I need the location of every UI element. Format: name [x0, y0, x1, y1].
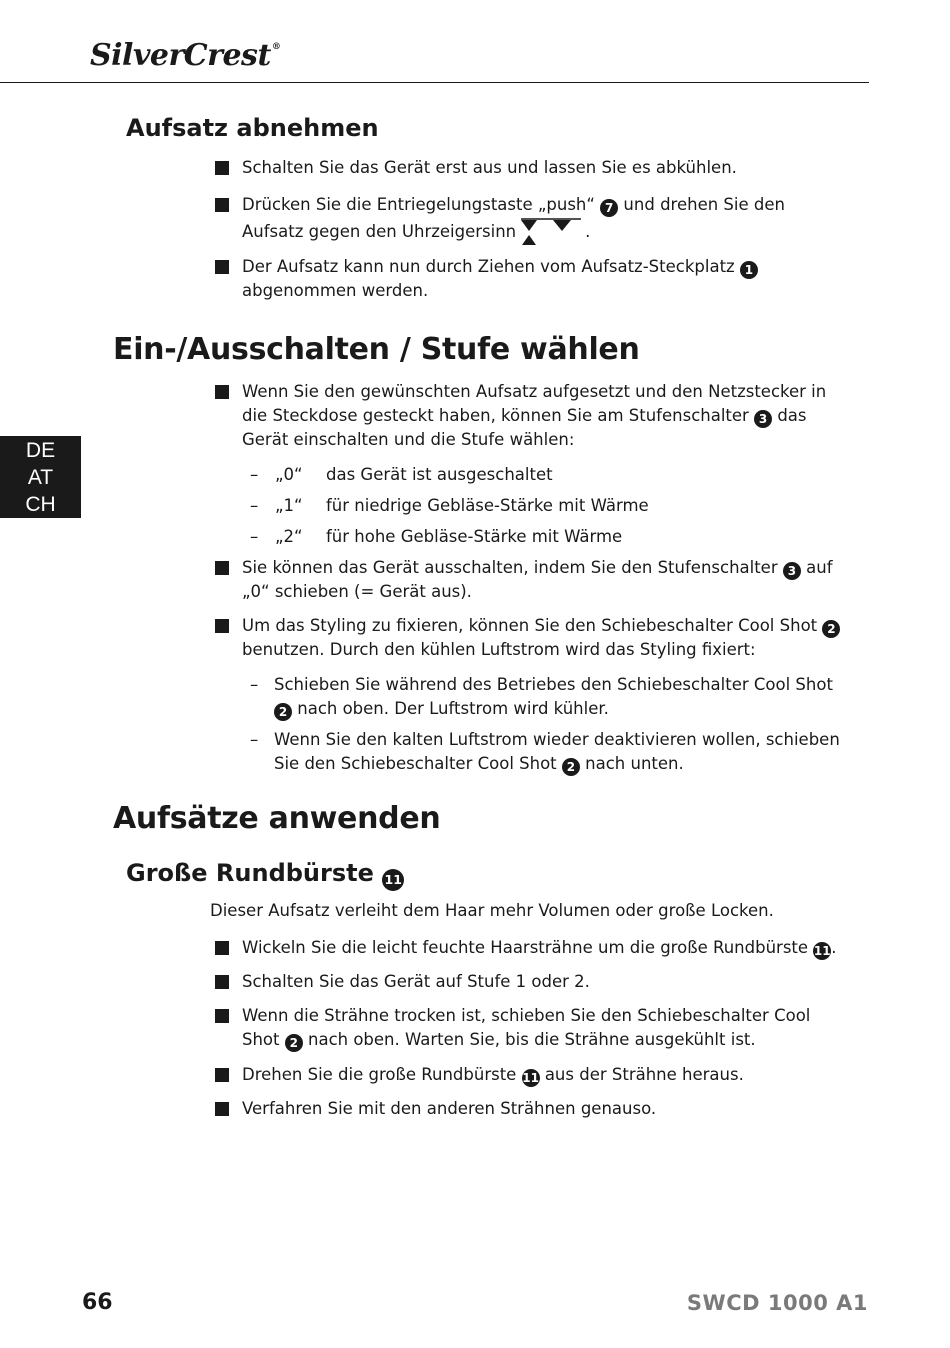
list-item	[242, 255, 842, 303]
option-code: „0“	[275, 465, 303, 484]
ref-badge-11: 11	[813, 944, 831, 958]
brand-name: SilverCrest	[90, 38, 271, 73]
bullet-square-icon	[215, 385, 229, 399]
list-item	[242, 1004, 842, 1052]
sub-text: Wenn Sie den kalten Luftstrom wieder deaktivieren wollen, schieben Sie den Schiebeschalter Cool Shot	[274, 730, 840, 773]
list-item	[242, 556, 842, 604]
lang-at: AT	[27, 465, 54, 489]
item-text: Wickeln Sie die leicht feuchte Haarsträhne um die große Rundbürste	[242, 938, 814, 957]
option-dash: –	[250, 465, 259, 484]
bullet-square-icon	[215, 1009, 229, 1023]
item-text-cont: nach oben. Warten Sie, bis die Strähne ausgekühlt ist.	[302, 1030, 756, 1049]
list-item	[242, 1097, 842, 1121]
list-item	[242, 380, 842, 452]
registered-mark: ®	[271, 42, 281, 52]
brand-logo	[90, 38, 280, 73]
option-text: für niedrige Gebläse-Stärke mit Wärme	[326, 496, 649, 515]
item-text-cont: das Gerät einschalten und die Stufe wählen:	[242, 406, 807, 449]
bullet-square-icon	[215, 619, 229, 633]
header-rule	[0, 82, 869, 83]
option-code: „1“	[275, 496, 303, 515]
item-text: Drehen Sie die große Rundbürste	[242, 1065, 522, 1084]
bullet-square-icon	[215, 1102, 229, 1116]
item-text: Der Aufsatz kann nun durch Ziehen vom Aufsatz-Steckplatz	[242, 257, 740, 276]
heading-grosse-rundbuerste	[126, 859, 404, 891]
option-dash: –	[250, 496, 259, 515]
item-text-cont: auf „0“ schieben (= Gerät aus).	[242, 558, 833, 601]
intro-paragraph: Dieser Aufsatz verleiht dem Haar mehr Volumen oder große Locken.	[210, 901, 774, 920]
item-text-end: .	[585, 222, 591, 241]
bullet-square-icon	[215, 975, 229, 989]
heading-ein-ausschalten: Ein-/Ausschalten / Stufe wählen	[113, 332, 640, 367]
list-item	[242, 193, 842, 247]
subheading-text: Große Rundbürste	[126, 859, 374, 887]
heading-aufsatz-abnehmen: Aufsatz abnehmen	[126, 114, 379, 142]
ref-badge-2: 2	[562, 758, 580, 776]
option-dash: –	[250, 527, 259, 546]
list-item	[242, 1063, 842, 1087]
item-text-cont: abgenommen werden.	[242, 281, 429, 300]
item-text: Verfahren Sie mit den anderen Strähnen genauso.	[242, 1099, 657, 1118]
list-item	[242, 970, 842, 994]
option-text: für hohe Gebläse-Stärke mit Wärme	[326, 527, 623, 546]
heading-aufsaetze-anwenden: Aufsätze anwenden	[113, 801, 441, 836]
list-item	[242, 156, 842, 180]
item-text: Sie können das Gerät ausschalten, indem Sie den Stufenschalter	[242, 558, 783, 577]
item-text-cont: aus der Strähne heraus.	[539, 1065, 744, 1084]
bullet-square-icon	[215, 198, 229, 212]
model-number: SWCD 1000 A1	[686, 1291, 868, 1315]
item-text: Schalten Sie das Gerät erst aus und lassen Sie es abkühlen.	[242, 158, 737, 177]
ref-badge-11: 11	[522, 1071, 539, 1085]
lang-ch: CH	[25, 492, 56, 516]
item-text: Schalten Sie das Gerät auf Stufe 1 oder 2.	[242, 972, 590, 991]
sub-dash: –	[250, 675, 259, 694]
page-number: 66	[82, 1290, 113, 1315]
option-text: das Gerät ist ausgeschaltet	[326, 465, 553, 484]
lang-de: DE	[25, 438, 56, 462]
language-tab	[0, 436, 81, 518]
item-text-cont: und drehen Sie den Aufsatz gegen den Uhrzeigersinn	[242, 195, 785, 241]
bullet-square-icon	[215, 561, 229, 575]
item-text: Um das Styling zu fixieren, können Sie den Schiebeschalter Cool Shot	[242, 616, 823, 635]
ref-badge-2: 2	[285, 1034, 303, 1052]
item-text-cont: benutzen. Durch den kühlen Luftstrom wird das Styling fixiert:	[242, 640, 756, 659]
ref-badge-2: 2	[822, 620, 840, 638]
sub-dash: –	[250, 730, 259, 749]
list-item	[242, 614, 842, 662]
item-text-cont: .	[831, 938, 837, 957]
item-text: Wenn Sie den gewünschten Aufsatz aufgesetzt und den Netzstecker in die Steckdose gesteckt haben, können Sie am Stufenschalter	[242, 382, 827, 425]
sub-item	[250, 673, 844, 721]
bullet-square-icon	[215, 941, 229, 955]
bullet-square-icon	[215, 161, 229, 175]
ref-badge-7: 7	[600, 199, 618, 217]
ref-badge-11: 11	[382, 869, 404, 891]
list-item	[242, 936, 842, 960]
item-text: Drücken Sie die Entriegelungstaste „push“	[242, 195, 601, 214]
item-text: Wenn die Strähne trocken ist, schieben Sie den Schiebeschalter Cool Shot	[242, 1006, 811, 1049]
ref-badge-2: 2	[274, 703, 292, 721]
bullet-square-icon	[215, 260, 229, 274]
ref-badge-3: 3	[754, 410, 772, 428]
ref-badge-1: 1	[740, 261, 758, 279]
ref-badge-3: 3	[783, 562, 801, 580]
sub-text-cont: nach oben. Der Luftstrom wird kühler.	[292, 699, 609, 718]
sub-text-cont: nach unten.	[579, 754, 684, 773]
option-code: „2“	[275, 527, 303, 546]
sub-text: Schieben Sie während des Betriebes den Schiebeschalter Cool Shot	[274, 675, 833, 694]
counterclockwise-rotation-icon	[519, 217, 583, 247]
sub-item	[250, 728, 844, 776]
bullet-square-icon	[215, 1068, 229, 1082]
